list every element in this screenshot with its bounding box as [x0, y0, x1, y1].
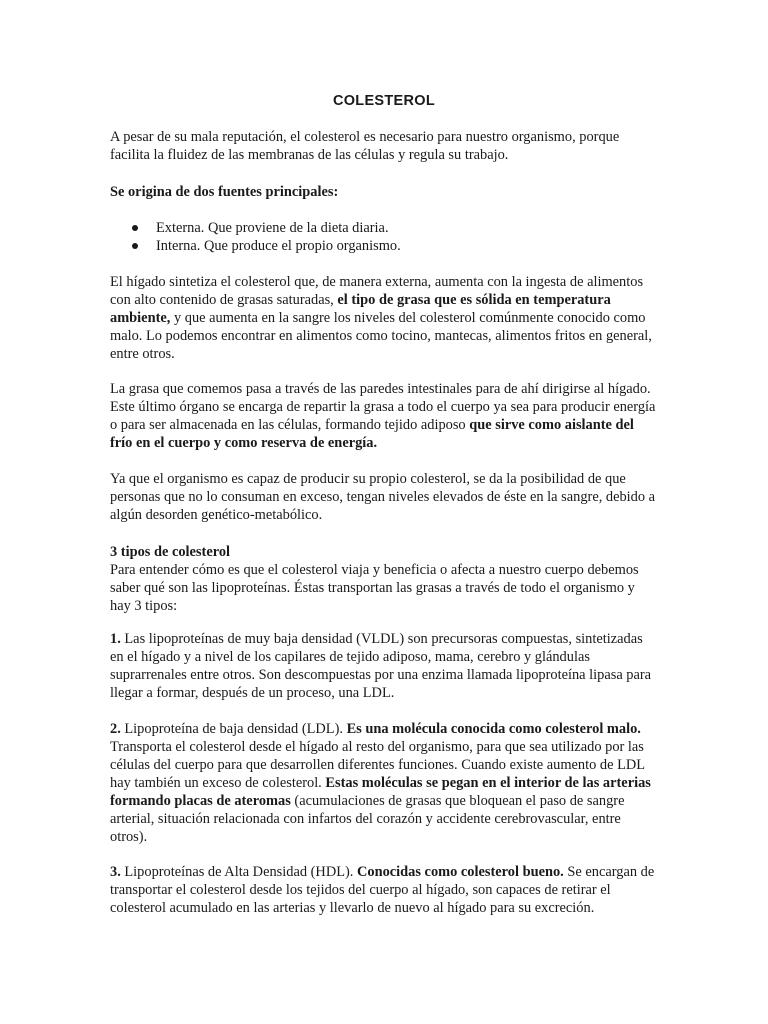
type-1-paragraph	[110, 630, 658, 702]
sources-list	[110, 219, 658, 255]
fat-text-bold: que sirve como aislante del frío en el cuerpo y como reserva de energía.	[110, 417, 634, 451]
type-2-text-a: Lipoproteína de baja densidad (LDL).	[120, 721, 347, 737]
sources-heading: Se origina de dos fuentes principales:	[110, 184, 339, 200]
liver-text-a: El hígado sintetiza el colesterol que, de manera externa, aumenta con la ingesta de alimentos con alto contenido de grasas saturadas,	[110, 274, 644, 308]
list-item-text: Externa. Que proviene de la dieta diaria.	[156, 220, 389, 236]
type-2-paragraph	[110, 720, 658, 846]
type-3-text-c: Se encargan de transportar el colesterol desde los tejidos del cuerpo al hígado, son capaces de retirar el colesterol acumulado en las arterias y llevarlo de nuevo al hígado para su excreción.	[110, 864, 655, 916]
document-title: COLESTEROL	[332, 93, 436, 109]
organism-paragraph: Ya que el organismo es capaz de producir su propio colesterol, se da la posibilidad de que personas que no lo consuman en exceso, tengan niveles elevados de éste en la sangre, debido a algún desorden genético-metabólico.	[110, 471, 656, 523]
type-2-number: 2.	[110, 721, 121, 737]
type-2-text-e: (acumulaciones de grasas que bloquean el paso de sangre arterial, situación relacionada con infartos del corazón y accidente cerebrovascular, entre otros).	[110, 793, 625, 845]
types-intro-paragraph: Para entender cómo es que el colesterol viaja y beneficia o afecta a nuestro cuerpo debemos saber qué son las lipoproteínas. Éstas transportan las grasas a través de todo el organismo y hay 3 tipos:	[110, 562, 639, 614]
type-1-number: 1.	[110, 631, 121, 647]
type-2-text-bold-1: Es una molécula conocida como colesterol malo.	[346, 721, 641, 737]
type-3-text-bold: Conocidas como colesterol bueno.	[356, 864, 564, 880]
list-item	[110, 219, 658, 237]
type-3-paragraph	[110, 863, 658, 917]
list-item-text: Interna. Que produce el propio organismo.	[156, 238, 401, 254]
fat-text-a: La grasa que comemos pasa a través de las paredes intestinales para de ahí dirigirse al hígado. Este último órgano se encarga de repartir la grasa a todo el cuerpo ya sea para producir energía o para ser almacenada en las células, formando tejido adiposo	[110, 381, 656, 433]
liver-text-c: y que aumenta en la sangre los niveles del colesterol comúnmente conocido como malo. Lo podemos encontrar en alimentos como tocino, mantecas, alimentos fritos en general, entre otros.	[110, 310, 652, 362]
type-1-text: Las lipoproteínas de muy baja densidad (VLDL) son precursoras compuestas, sintetizadas en el hígado y a nivel de los capilares de tejido adiposo, mama, cerebro y glándulas suprarrenales entre otros. Son descompuestas por una enzima llamada lipoproteína lipasa para llegar a formar, después de un proceso, una LDL.	[110, 631, 652, 701]
bullet-icon	[132, 243, 138, 249]
list-item	[110, 237, 658, 255]
type-2-text-bold-2: Estas moléculas se pegan en el interior de las arterias formando placas de ateromas	[110, 775, 651, 809]
fat-paragraph	[110, 380, 658, 452]
type-2-text-c: Transporta el colesterol desde el hígado al resto del organismo, para que sea utilizado por las células del cuerpo para que desarrollen diferentes funciones. Cuando existe aumento de LDL hay también un exceso de colesterol.	[110, 739, 645, 791]
liver-paragraph	[110, 273, 658, 363]
intro-paragraph: A pesar de su mala reputación, el colesterol es necesario para nuestro organismo, porque facilita la fluidez de las membranas de las células y regula su trabajo.	[110, 129, 620, 163]
type-3-text-a: Lipoproteínas de Alta Densidad (HDL).	[120, 864, 357, 880]
liver-text-bold: el tipo de grasa que es sólida en temperatura ambiente,	[110, 292, 611, 326]
bullet-icon	[132, 225, 138, 231]
type-3-number: 3.	[110, 864, 121, 880]
types-heading: 3 tipos de colesterol	[110, 544, 231, 560]
